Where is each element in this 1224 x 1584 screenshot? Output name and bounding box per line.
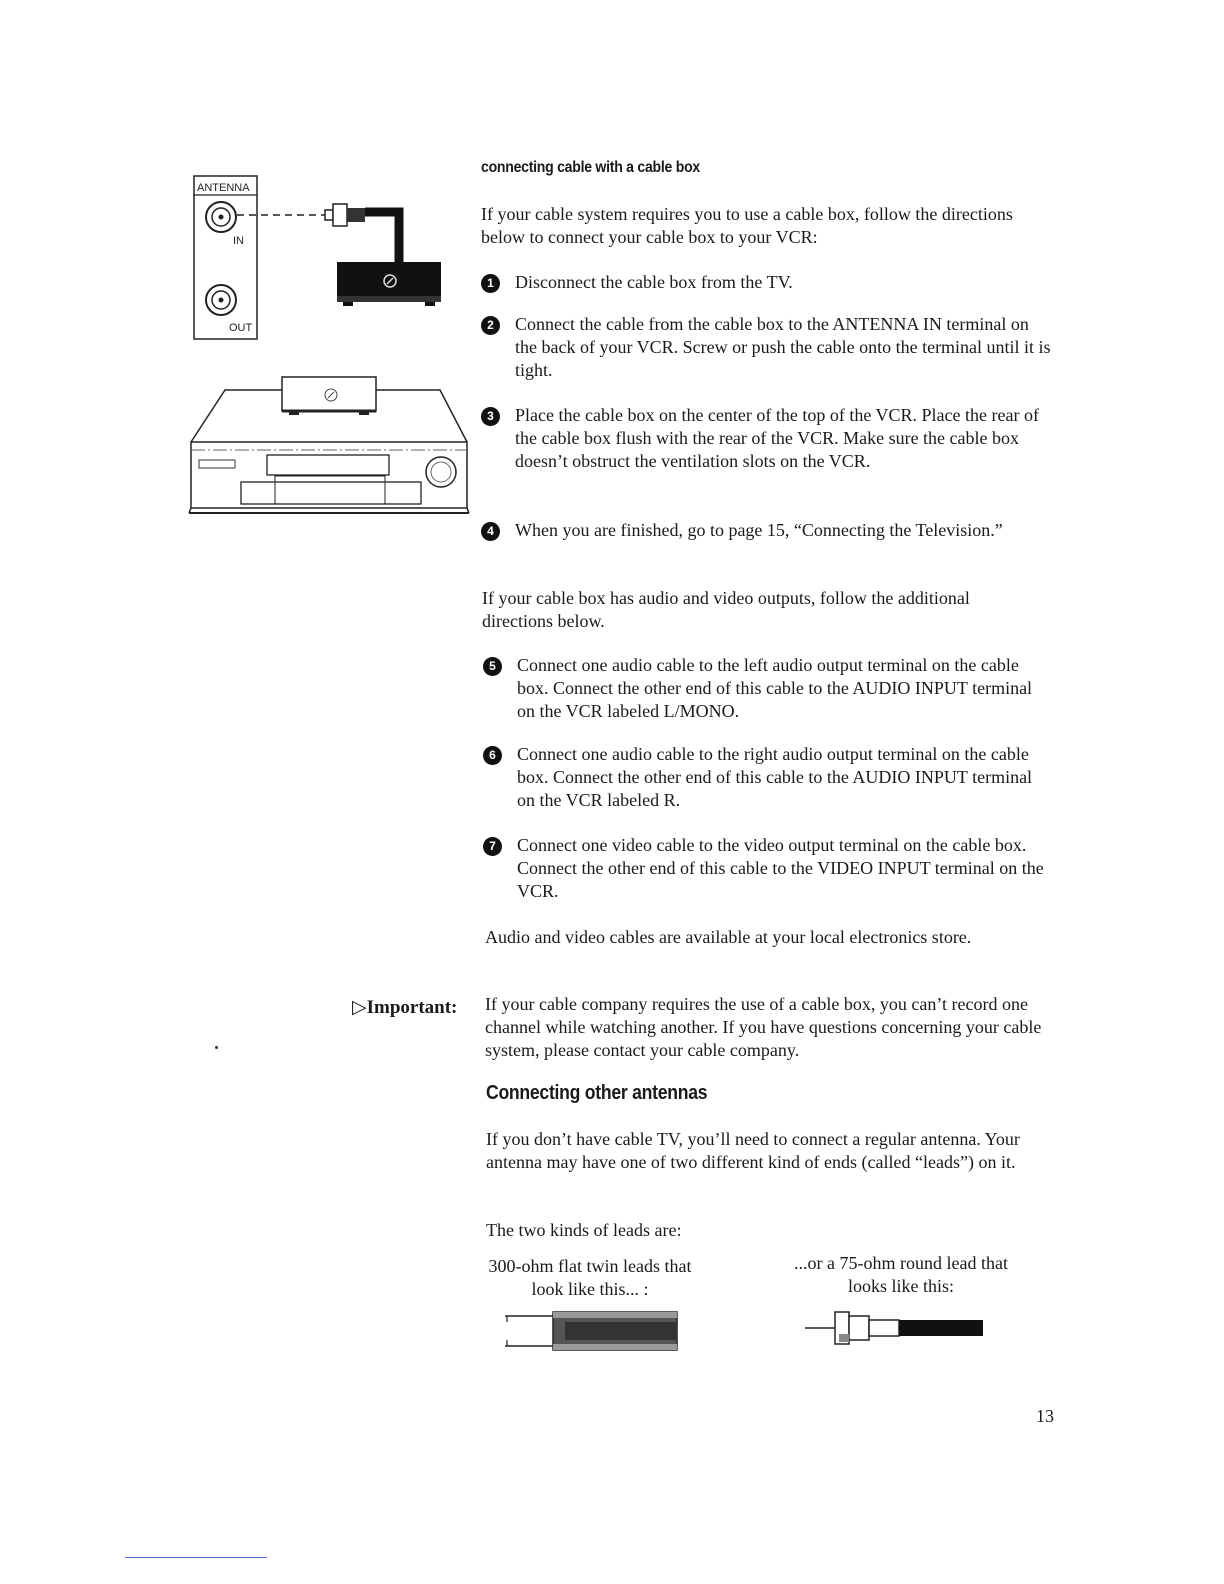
- cables-availability-note: Audio and video cables are available at your local electronics store.: [485, 927, 972, 947]
- step-number-badge: 7: [483, 837, 502, 856]
- step-text: Connect one audio cable to the right audio output terminal on the cable box. Connect the other end of this cable to the AUDIO INPUT terminal on the VCR labeled R.: [517, 744, 1033, 810]
- step-text: Connect the cable from the cable box to the ANTENNA IN terminal on the back of your VCR. Screw or push the cable onto the terminal until it is tight.: [515, 314, 1051, 380]
- step-7: [483, 834, 1053, 904]
- page-number: 13: [1036, 1406, 1054, 1426]
- step-3: [481, 404, 1051, 499]
- step-2: [481, 313, 1051, 383]
- cable-box-connection-diagram: [185, 170, 475, 525]
- other-antennas-intro: If you don’t have cable TV, you’ll need to connect a regular antenna. Your antenna may have one of two different kind of ends (called “leads”) on it.: [486, 1129, 1020, 1172]
- step-text: Connect one audio cable to the left audio output terminal on the cable box. Connect the other end of this cable to the AUDIO INPUT terminal on the VCR labeled L/MONO.: [517, 655, 1033, 721]
- step-5: [483, 654, 1053, 724]
- step-number-badge: 2: [481, 316, 500, 335]
- flat-twin-lead-illustration: [505, 1308, 680, 1354]
- section-heading-other-antennas: Connecting other antennas: [486, 1082, 708, 1104]
- section-heading-cable-box: connecting cable with a cable box: [481, 159, 700, 176]
- round-lead-illustration: [805, 1306, 985, 1350]
- step-text: Connect one video cable to the video output terminal on the cable box. Connect the other end of this cable to the VIDEO INPUT terminal on the VCR.: [517, 835, 1044, 901]
- lead-75-ohm-caption: ...or a 75-ohm round lead that looks like this:: [794, 1253, 1008, 1296]
- step-number-badge: 5: [483, 657, 502, 676]
- step-text: Place the cable box on the center of the top of the VCR. Place the rear of the cable box flush with the rear of the VCR. Make sure the cable box doesn’t obstruct the ventilation slots on the VCR.: [515, 405, 1039, 471]
- step-text: Disconnect the cable box from the TV.: [515, 272, 793, 292]
- cable-box-intro: If your cable system requires you to use a cable box, follow the directions below to connect your cable box to your VCR:: [481, 204, 1013, 247]
- important-label: ▷Important:: [352, 997, 458, 1018]
- antenna-panel-title: ANTENNA: [197, 182, 250, 194]
- av-outputs-intro: If your cable box has audio and video outputs, follow the additional directions below.: [482, 588, 970, 631]
- important-note: If your cable company requires the use of a cable box, you can’t record one channel while watching another. If you have questions concerning your cable system, please contact your cable company.: [485, 994, 1042, 1060]
- scan-speck: [215, 1046, 218, 1049]
- step-number-badge: 4: [481, 522, 500, 541]
- vcr-illustration: [189, 377, 469, 513]
- step-number-badge: 1: [481, 274, 500, 293]
- step-4: [481, 519, 1051, 567]
- lead-300-ohm-caption: 300-ohm flat twin leads that look like this... :: [488, 1256, 692, 1299]
- step-number-badge: 6: [483, 746, 502, 765]
- step-6: [483, 743, 1053, 813]
- in-terminal-label: IN: [233, 235, 244, 247]
- lead-kinds-intro: The two kinds of leads are:: [486, 1220, 682, 1240]
- step-number-badge: 3: [481, 407, 500, 426]
- footnote-rule: [125, 1557, 267, 1558]
- out-terminal-label: OUT: [229, 322, 253, 334]
- step-1: [481, 271, 1051, 301]
- step-text: When you are finished, go to page 15, “Connecting the Television.”: [515, 520, 1003, 540]
